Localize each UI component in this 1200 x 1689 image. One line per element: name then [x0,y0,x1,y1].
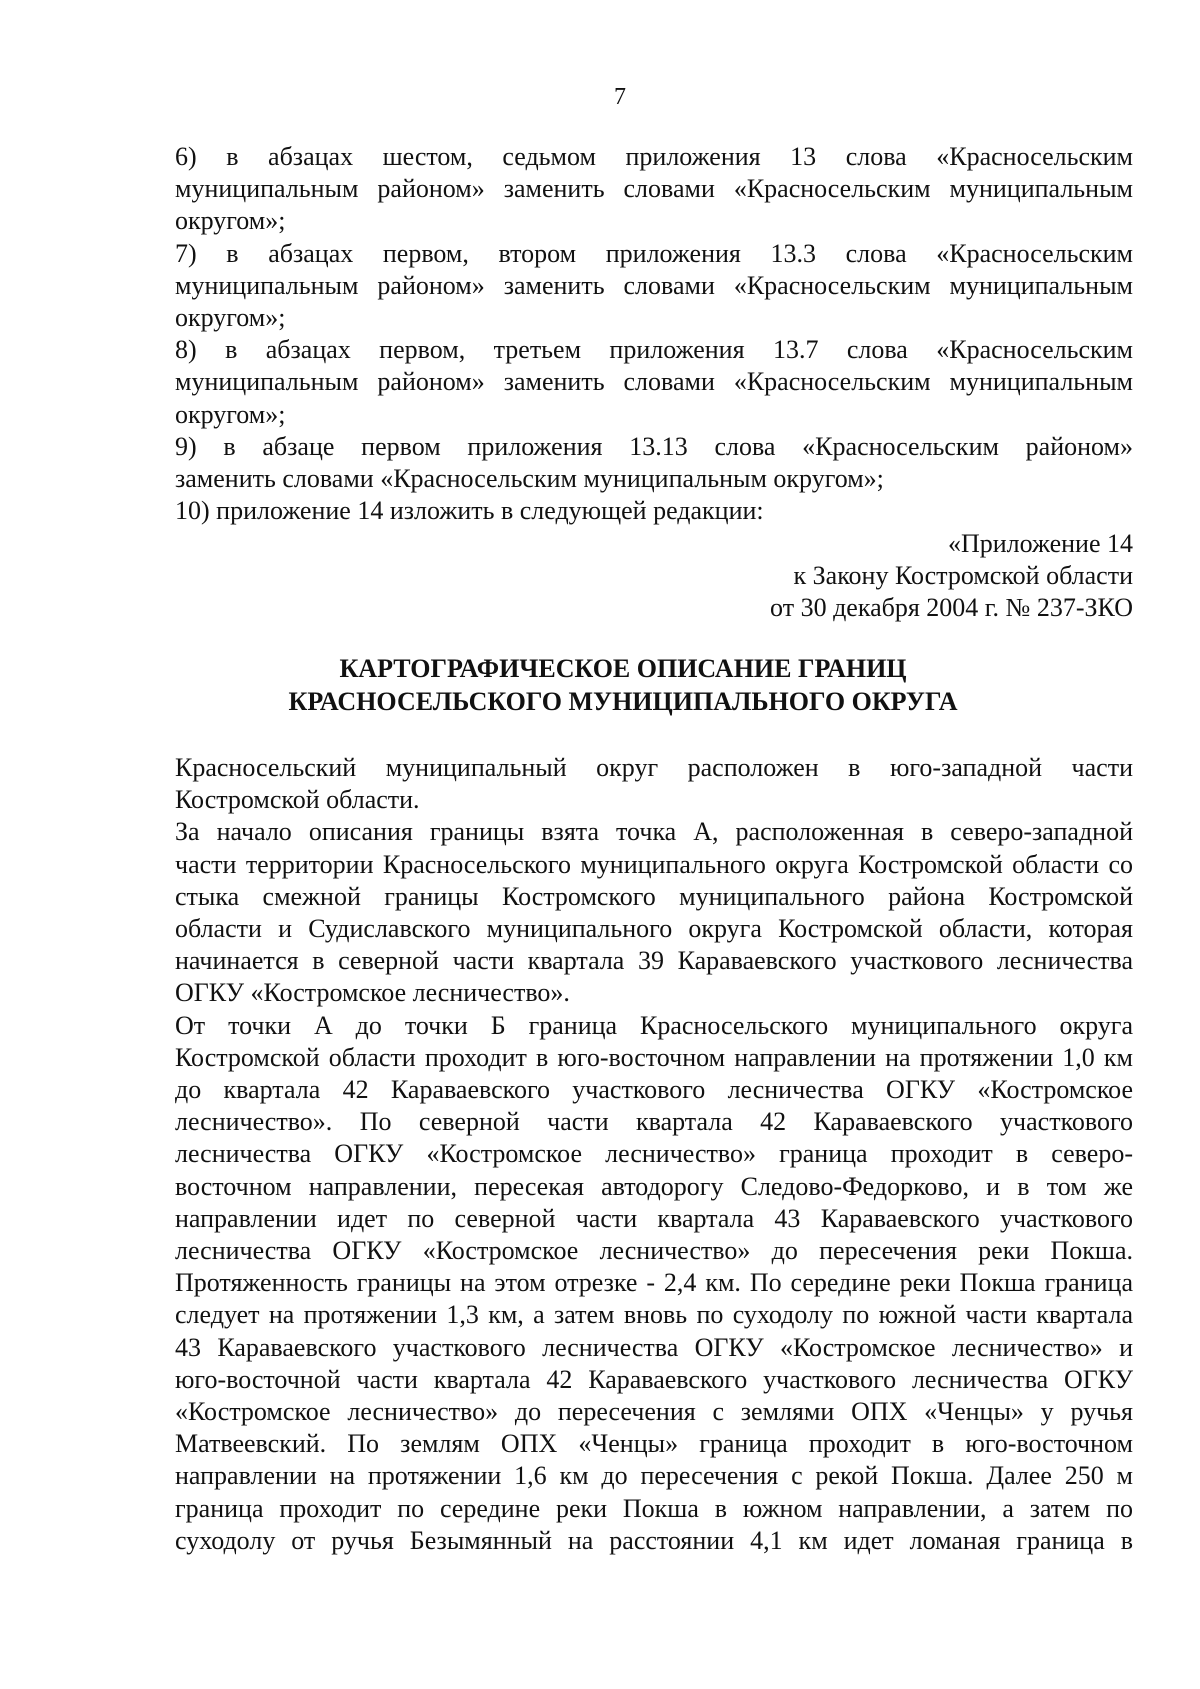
text-line: направлении идет по северной части квартала 43 Караваевского участкового [175,1203,1133,1233]
text-line: 9) в абзаце первом приложения 13.13 слова «Красносельским районом» [175,431,1133,461]
text-line: начинается в северной части квартала 39 Караваевского участкового лесничества [175,946,1133,976]
section-title-line: КРАСНОСЕЛЬСКОГО МУНИЦИПАЛЬНОГО ОКРУГА [288,687,958,716]
text-line: Красносельский муниципальный округ расположен в юго-западной части [175,753,1133,782]
text-line: Протяженность границы на этом отрезке - 2,4 км. По середине реки Покша граница [175,1268,1133,1298]
text-line: округом»; [175,303,286,333]
description-paragraph [113,752,1133,816]
amendment-item [113,238,1133,335]
annex-reference-line: от 30 декабря 2004 г. № 237-ЗКО [770,593,1133,623]
text-line: части территории Красносельского муниципального округа Костромской области со [175,849,1133,879]
amendment-item [113,334,1133,431]
text-line: муниципальным районом» заменить словами «Красносельским муниципальным [175,270,1133,300]
text-line: От точки А до точки Б граница Красносельского муниципального округа [175,1010,1133,1040]
text-line: муниципальным районом» заменить словами «Красносельским муниципальным [175,174,1133,204]
text-line: 6) в абзацах шестом, седьмом приложения 13 слова «Красносельским [175,142,1133,171]
text-line: ОГКУ «Костромское лесничество». [175,978,570,1008]
amendment-item [113,141,1133,238]
description-paragraph [113,1010,1133,1557]
text-line: округом»; [175,399,286,429]
text-line: «Костромское лесничество» до пересечения с землями ОПХ «Ченцы» у ручья [175,1397,1133,1427]
section-title-line: КАРТОГРАФИЧЕСКОЕ ОПИСАНИЕ ГРАНИЦ [339,654,907,683]
text-line: За начало описания границы взята точка А, расположенная в северо-западной [175,817,1133,847]
text-line: до квартала 42 Караваевского участкового лесничества ОГКУ «Костромское [175,1075,1133,1105]
annex-reference [770,528,1133,625]
amendment-item [113,431,1133,495]
text-line: заменить словами «Красносельским муниципальным округом»; [175,464,884,494]
text-line: Костромской области проходит в юго-восточном направлении на протяжении 1,0 км [175,1042,1133,1072]
annex-reference-line: «Приложение 14 [947,529,1133,558]
text-line: стыка смежной границы Костромского муниципального района Костромской [175,881,1133,911]
page-number: 7 [614,84,626,110]
amendment-item [113,495,1133,527]
text-line: лесничество». По северной части квартала 42 Караваевского участкового [175,1107,1133,1137]
text-line: восточном направлении, пересекая автодорогу Следово-Федорково, и в том же [175,1171,1133,1201]
text-line: округом»; [175,206,286,236]
description-paragraph [113,816,1133,1009]
section-title [113,652,1133,718]
text-line: Матвеевский. По землям ОПХ «Ченцы» граница проходит в юго-восточном [175,1429,1133,1459]
text-line: 7) в абзацах первом, втором приложения 13.3 слова «Красносельским [175,238,1133,268]
text-line: следует на протяжении 1,3 км, а затем вновь по суходолу по южной части квартала [175,1300,1133,1330]
boundary-description [113,752,1133,1557]
text-line: 10) приложение 14 изложить в следующей редакции: [175,496,764,526]
amendments-list [113,141,1133,527]
text-line: Костромской области. [175,785,420,815]
text-line: муниципальным районом» заменить словами «Красносельским муниципальным [175,367,1133,397]
annex-reference-line: к Закону Костромской области [793,561,1133,591]
text-line: лесничества ОГКУ «Костромское лесничество» до пересечения реки Покша. [175,1236,1133,1266]
text-line: суходолу от ручья Безымянный на расстоянии 4,1 км идет ломаная граница в [175,1525,1133,1555]
text-line: области и Судиславского муниципального округа Костромской области, которая [175,914,1133,944]
text-line: граница проходит по середине реки Покша в южном направлении, а затем по [175,1493,1133,1523]
text-line: лесничества ОГКУ «Костромское лесничество» граница проходит в северо- [175,1139,1133,1169]
text-line: юго-восточной части квартала 42 Караваевского участкового лесничества ОГКУ [175,1364,1133,1394]
text-line: 43 Караваевского участкового лесничества ОГКУ «Костромское лесничество» и [175,1332,1133,1362]
text-line: 8) в абзацах первом, третьем приложения 13.7 слова «Красносельским [175,335,1133,365]
text-line: направлении на протяжении 1,6 км до пересечения с рекой Покша. Далее 250 м [175,1461,1133,1491]
